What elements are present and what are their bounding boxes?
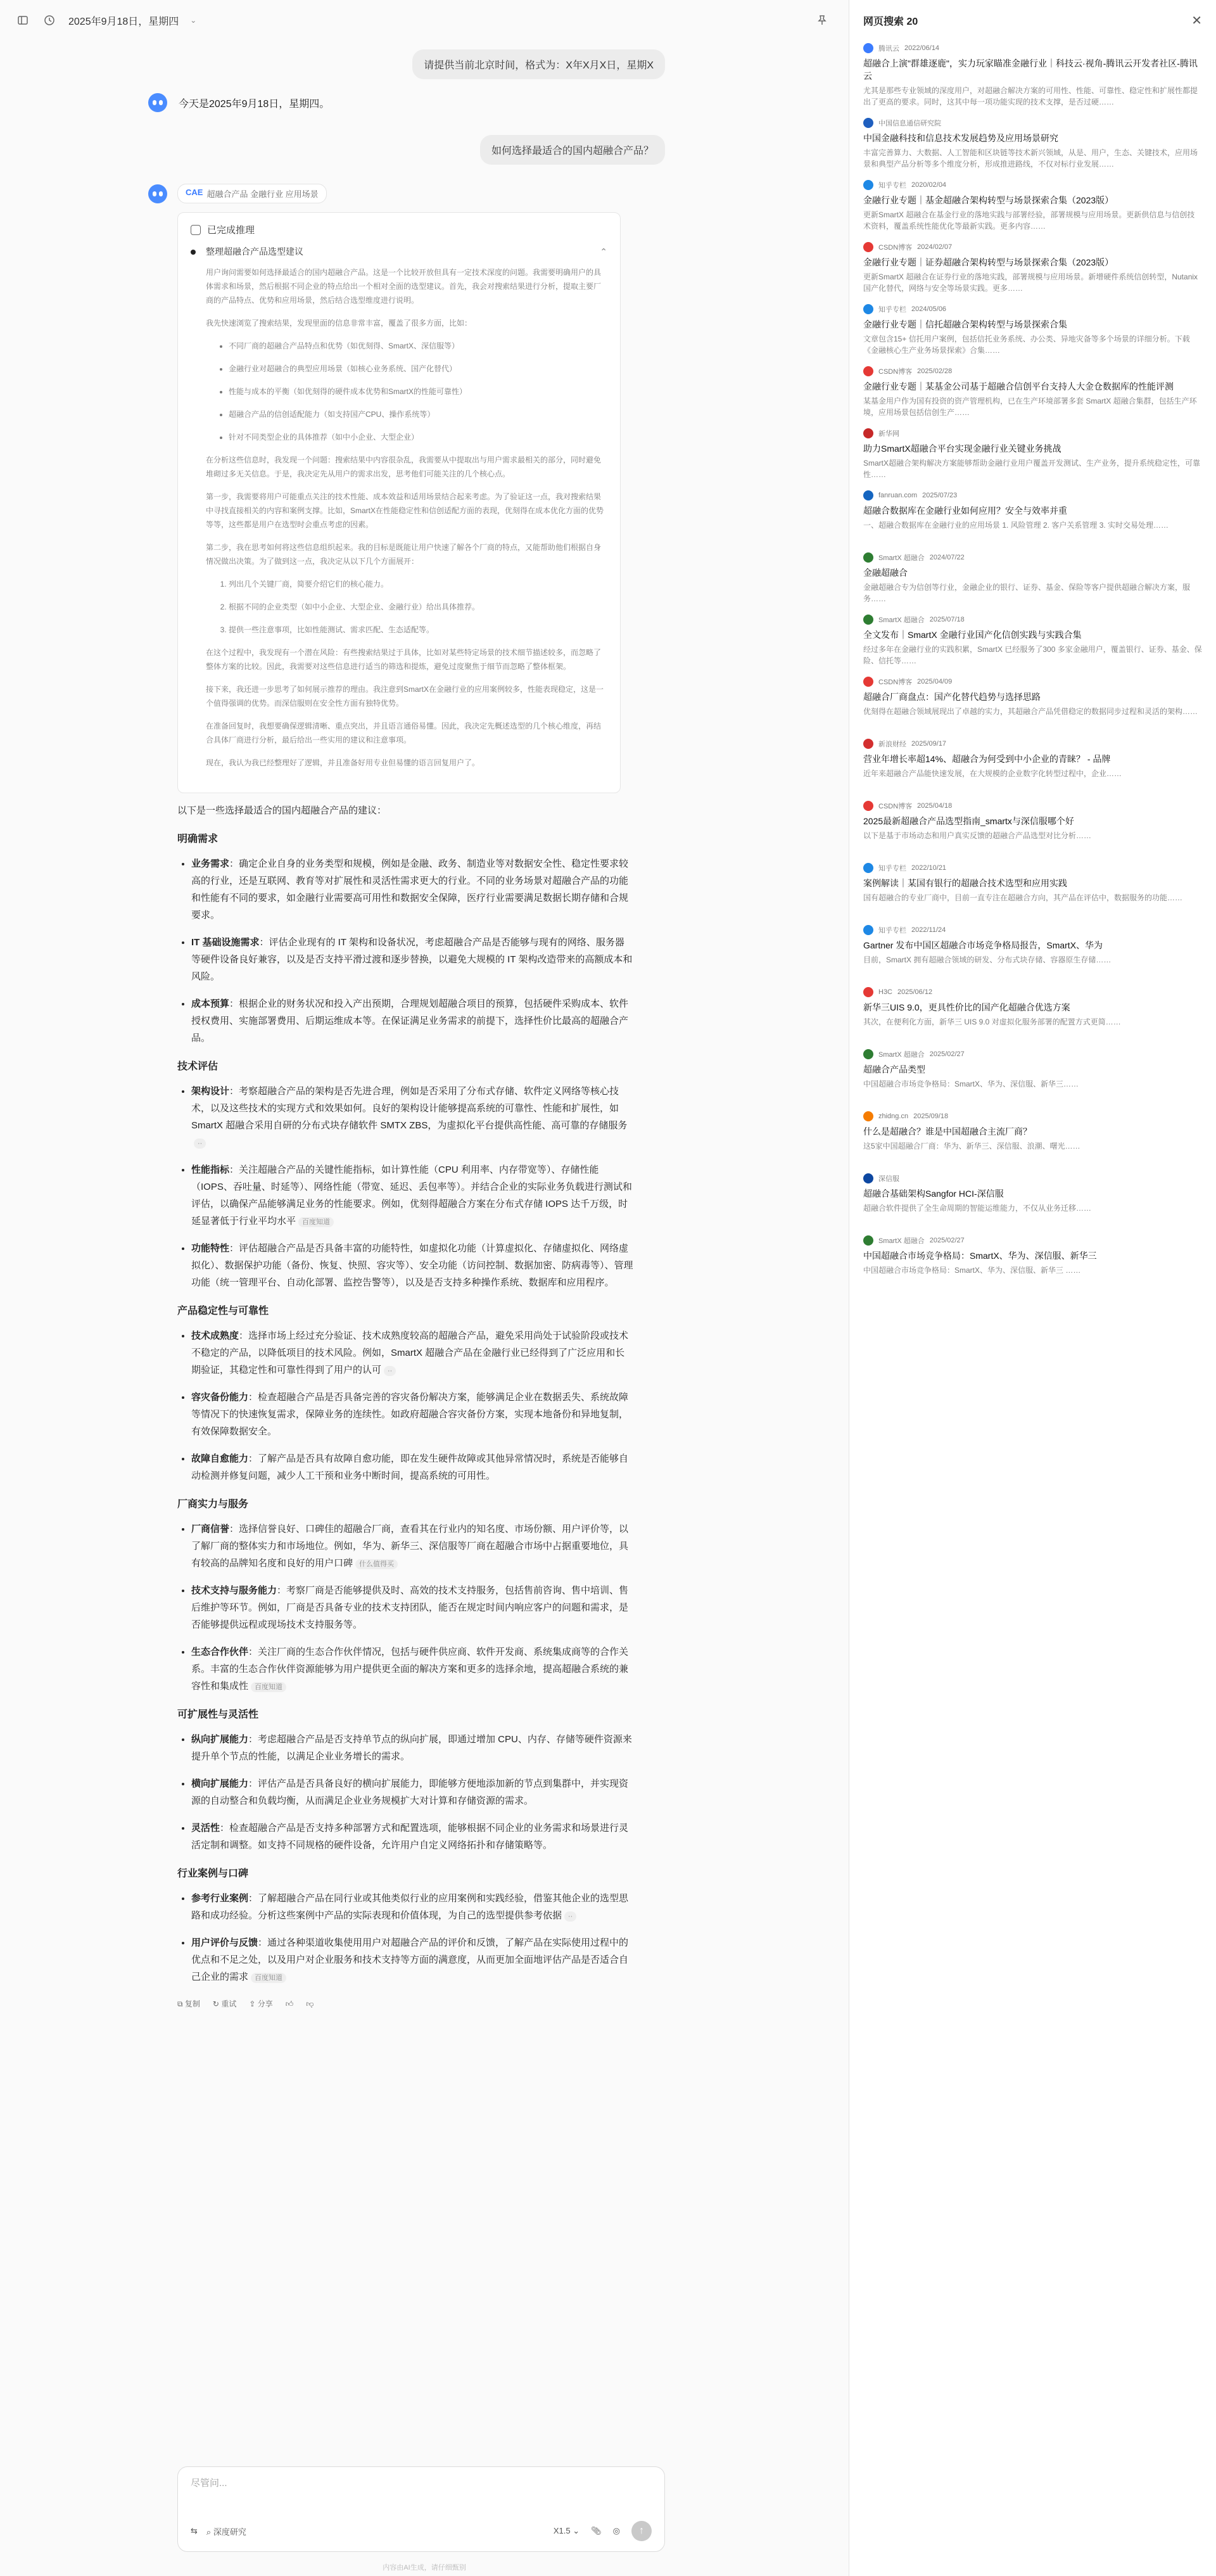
source-date: 2025/09/17: [911, 740, 947, 748]
search-result-item[interactable]: [863, 1235, 1202, 1287]
reasoning-bullet: • 超融合产品的信创适配能力（如支持国产CPU、操作系统等）: [229, 407, 607, 421]
search-brand-label: CAE: [186, 188, 203, 197]
source-logo-icon: [863, 242, 873, 252]
search-result-item[interactable]: [863, 925, 1202, 977]
search-result-title[interactable]: 中国金融科技和信息技术发展趋势及应用场景研究: [863, 133, 1058, 143]
source-date: 2024/02/07: [917, 243, 953, 251]
reasoning-bullet: • 金融行业对超融合的典型应用场景（如核心业务系统、国产化替代）: [229, 362, 607, 376]
item-label: 横向扩展能力: [191, 1778, 249, 1789]
source-name: 知乎专栏: [878, 865, 906, 872]
source-name: SmartX 超融合: [878, 616, 925, 624]
section-item: [191, 1389, 633, 1440]
source-logo-icon: [863, 677, 873, 687]
thumbs-down-icon[interactable]: 👎︎: [306, 1999, 314, 2008]
source-date: 2022/06/14: [904, 44, 940, 52]
assistant-avatar: [148, 184, 167, 203]
history-clock-icon[interactable]: [42, 13, 57, 28]
search-result-title[interactable]: 金融行业专题｜基金超融合架构转型与场景探索合集（2023版）: [863, 195, 1114, 205]
pin-icon[interactable]: [814, 13, 830, 28]
search-result-snippet: 目前，SmartX 拥有超融合领域的研发、分布式块存储、容器原生存储……: [863, 955, 1112, 964]
reasoning-check-icon: [191, 225, 201, 235]
search-result-title[interactable]: 超融合基础架构Sangfor HCI-深信服: [863, 1189, 1004, 1199]
section-item: [191, 1775, 633, 1809]
conversation-title[interactable]: 2025年9月18日，星期四: [68, 16, 179, 27]
share-label: 分享: [257, 1999, 273, 2008]
source-date: 2022/11/24: [911, 926, 946, 934]
section-list: [191, 1731, 633, 1854]
source-logo-icon: [863, 863, 873, 873]
section-item: [191, 1582, 633, 1633]
reasoning-paragraph: 用户询问需要如何选择最适合的国内超融合产品。这是一个比较开放但具有一定技术深度的问题。我需要明确用户的具体需求和场景，然后根据不同企业的特点给出一个相对全面的选型建议。首先，我会对搜索结果进行分析，提取主要厂商的产品特点、优势和应用场景，然后结合选型维度进行说明。: [206, 268, 602, 305]
search-result-title[interactable]: 营业年增长率超14%、超融合为何受到中小企业的青睐？ - 品牌: [863, 754, 1111, 764]
reasoning-body: [191, 265, 607, 770]
source-date: 2025/02/28: [917, 367, 953, 375]
reasoning-step[interactable]: [191, 245, 607, 258]
search-result-meta: [863, 366, 1202, 376]
step-dot-icon: [191, 250, 196, 255]
send-button[interactable]: ↑: [631, 2521, 652, 2541]
source-name: CSDN博客: [878, 679, 913, 686]
section-heading: 可扩展性与灵活性: [177, 1709, 259, 1720]
search-result-meta: [863, 987, 1202, 997]
search-result-snippet: 其次，在便利化方面，新华三 UIS 9.0 对虚拟化服务部署的配置方式更简……: [863, 1017, 1121, 1026]
search-result-snippet: 金融超融合专为信创等行业，金融企业的银行、证券、基金、保险等客户提供超融合解决方案，服务……: [863, 583, 1191, 603]
section-item: [191, 1327, 633, 1379]
reasoning-ordered-item: 3. 提供一些注意事项，比如性能测试、需求匹配、生态适配等。: [229, 623, 607, 637]
search-result-title[interactable]: 超融合上演"群雄逐鹿"，实力玩家瞄准金融行业｜科技云·视角-腾讯云开发者社区-腾讯云: [863, 58, 1198, 81]
source-logo-icon: [863, 428, 873, 438]
section-item: [191, 1083, 633, 1151]
search-result-snippet: 以下是基于市场动态和用户真实反馈的超融合产品选型对比分析……: [863, 831, 1092, 840]
source-date: 2025/09/18: [913, 1113, 949, 1120]
section-item: [191, 855, 633, 924]
item-label: IT 基础设施需求: [191, 937, 260, 948]
source-date: 2020/02/04: [911, 181, 947, 189]
section-list: [191, 855, 633, 1047]
search-result-meta: [863, 863, 1202, 873]
search-result-snippet: 国有超融合的专业厂商中，目前一直专注在超融合方向，其产品在评估中，数据服务的功能……: [863, 893, 1183, 902]
search-result-meta: [863, 615, 1202, 625]
item-label: 参考行业案例: [191, 1893, 249, 1904]
search-result-meta: [863, 925, 1202, 935]
search-result-title[interactable]: Gartner 发布中国区超融合市场竞争格局报告，SmartX、华为: [863, 940, 1103, 950]
source-logo-icon: [863, 1111, 873, 1121]
citation-chip[interactable]: ··: [194, 1138, 206, 1149]
search-result-item[interactable]: [863, 677, 1202, 729]
search-result-title[interactable]: 案例解读｜某国有银行的超融合技术选型和应用实践: [863, 878, 1067, 888]
search-result-item[interactable]: [863, 1173, 1202, 1225]
search-result-item[interactable]: [863, 428, 1202, 480]
search-result-title[interactable]: 金融超融合: [863, 568, 908, 578]
answer-intro: 以下是一些选择最适合的国内超融合产品的建议：: [177, 805, 387, 816]
source-name: SmartX 超融合: [878, 1237, 925, 1245]
search-result-title[interactable]: 助力SmartX超融合平台实现金融行业关键业务挑战: [863, 443, 1061, 454]
search-result-snippet: 更新SmartX 超融合在基金行业的落地实践与部署经验，部署规模与应用场景。更新供信息与信创技术资料，覆盖系统性能优化等最新实践。更多内容……: [863, 210, 1195, 231]
section-item: [191, 1643, 633, 1695]
search-result-title[interactable]: 全文发布｜SmartX 金融行业国产化信创实践与实践合集: [863, 630, 1082, 640]
item-text: ：检查超融合产品是否具备完善的容灾备份解决方案，能够满足企业在数据丢失、系统故障等情况下的快速恢复需求，保障业务的连续性。如政府超融合容灾备份方案，实现本地备份和异地复制，有效保障数据安全。: [191, 1392, 629, 1437]
composer-toolbar: [191, 2521, 652, 2541]
item-text: ：通过各种渠道收集使用用户对超融合产品的评价和反馈，了解产品在实际使用过程中的优点和不足之处，以及用户对企业服务和技术支持等方面的满意度，从而更加全面地评估产品是否适合自己企业的需求: [191, 1937, 629, 1982]
source-logo-icon: [863, 801, 873, 811]
search-result-item[interactable]: [863, 552, 1202, 604]
item-label: 灵活性: [191, 1823, 220, 1833]
search-result-meta: [863, 552, 1202, 563]
search-result-item[interactable]: [863, 490, 1202, 542]
item-text: ：关注超融合产品的关键性能指标，如计算性能（CPU 利用率、内存带宽等）、存储性能（IOPS、吞吐量、时延等）、网络性能（带宽、延迟、丢包率等）。并结合企业的实际业务负载进行测试和评估，以确保产品能够满足业务的性能要求。例如，优刻得超融合方案在分布式存储 IOPS 达千万级，时延显著低于行业平均水平: [191, 1164, 632, 1227]
section-item: [191, 934, 633, 985]
item-label: 功能特性: [191, 1243, 230, 1254]
search-result-item[interactable]: [863, 987, 1202, 1039]
source-date: 2022/10/21: [911, 864, 947, 872]
deep-research-label: 深度研究: [213, 2527, 246, 2537]
item-text: ：评估超融合产品是否具备丰富的功能特性，如虚拟化功能（计算虚拟化、存储虚拟化、网络虚拟化）、数据保护功能（备份、恢复、快照、容灾等）、安全功能（访问控制、数据加密、防病毒等）、管理功能（统一管理平台、自动化部署、监控告警等），以及是否支持多种操作系统、数据库和应用程序。: [191, 1243, 633, 1288]
section-list: [191, 1327, 633, 1484]
item-text: ：了解产品是否具有故障自愈功能，即在发生硬件故障或其他异常情况时，系统是否能够自动检测并修复问题，减少人工干预和业务中断时间，提高系统的可用性。: [191, 1453, 629, 1481]
search-result-item[interactable]: [863, 1049, 1202, 1101]
source-name: 知乎专栏: [878, 927, 906, 934]
item-label: 容灾备份能力: [191, 1392, 249, 1403]
search-result-meta: [863, 1049, 1202, 1059]
section-item: [191, 1731, 633, 1765]
source-logo-icon: [863, 180, 873, 190]
search-result-title[interactable]: 2025最新超融合产品选型指南_smartx与深信服哪个好: [863, 816, 1074, 826]
ai-disclaimer: 内容由AI生成，请仔细甄别: [383, 2564, 466, 2572]
item-label: 故障自愈能力: [191, 1453, 249, 1464]
assistant-answer-block: [177, 184, 665, 2013]
assistant-avatar: [148, 93, 167, 112]
search-result-snippet: 某基金用户作为国有投资的资产管理机构，已在生产环境部署多套 SmartX 超融合集群，包括生产环境，应用场景包括信创生产……: [863, 397, 1197, 417]
reasoning-paragraph: 在准备回复时，我想要确保逻辑清晰、重点突出，并且语言通俗易懂。因此，我决定先概述选型的几个核心维度，再结合具体厂商进行分析，最后给出一些实用的建议和注意事项。: [206, 722, 602, 744]
reasoning-paragraph: 在这个过程中，我发现有一个潜在风险：有些搜索结果过于具体，比如对某些特定场景的技术细节描述较多，而忽略了整体方案的比较。因此，我需要对这些信息进行适当的筛选和提炼，避免过度聚焦于细节而忽略了整体框架。: [206, 648, 602, 671]
item-text: ：检查超融合产品是否支持多种部署方式和配置选项，能够根据不同企业的业务需求和场景进行灵活定制和调整。如支持不同规格的硬件设备，允许用户自定义网络拓扑和存储策略等。: [191, 1823, 629, 1851]
source-logo-icon: [863, 1049, 873, 1059]
search-result-snippet: 优刻得在超融合领域展现出了卓越的实力，其超融合产品凭借稳定的数据同步过程和灵活的架构……: [863, 707, 1198, 716]
item-text: ：关注厂商的生态合作伙伴情况，包括与硬件供应商、软件开发商、系统集成商等的合作关系。丰富的生态合作伙伴资源能够为用户提供更全面的解决方案和更多的选择余地，提高超融合系统的兼容性和集成性: [191, 1647, 629, 1692]
citation-chip[interactable]: 百度知道: [251, 1973, 286, 1983]
reasoning-bullet: • 性能与成本的平衡（如优刻得的硬件成本优势和SmartX的性能可靠性）: [229, 385, 607, 399]
search-result-title[interactable]: 超融合厂商盘点：国产化替代趋势与选择思路: [863, 692, 1041, 702]
source-logo-icon: [863, 552, 873, 563]
source-date: 2025/02/27: [929, 1237, 965, 1244]
reasoning-title: 已完成推理: [207, 225, 255, 236]
item-text: ：评估产品是否具备良好的横向扩展能力，即能够方便地添加新的节点到集群中，并实现资源的自动整合和负载均衡，从而满足企业业务规模扩大对计算和存储资源的需求。: [191, 1778, 629, 1806]
search-result-title[interactable]: 什么是超融合？谁是中国超融合主流厂商？: [863, 1126, 1032, 1137]
citation-chip[interactable]: 百度知道: [298, 1217, 334, 1227]
composer: [177, 2466, 665, 2552]
source-date: 2025/07/23: [922, 492, 958, 499]
item-label: 技术成熟度: [191, 1330, 239, 1341]
section-heading: 明确需求: [177, 834, 218, 845]
reasoning-ordered-item: 1. 列出几个关键厂商，简要介绍它们的核心能力。: [229, 577, 607, 591]
item-text: ：选择市场上经过充分验证、技术成熟度较高的超融合产品，避免采用尚处于试验阶段或技术不稳定的产品，以降低项目的技术风险。例如，SmartX 超融合产品在金融行业已经得到了广泛应用和长期验证，其稳定性和可靠性得到了用户的认可: [191, 1330, 629, 1375]
sidebar-toggle-icon[interactable]: [15, 13, 30, 28]
reasoning-bullet: • 针对不同类型企业的具体推荐（如中小企业、大型企业）: [229, 430, 607, 444]
section-list: [191, 1521, 633, 1695]
section-item: [191, 1521, 633, 1572]
search-result-meta: [863, 1235, 1202, 1246]
message-input[interactable]: 尽管问...: [191, 2478, 227, 2489]
search-result-item[interactable]: [863, 739, 1202, 791]
source-logo-icon: [863, 490, 873, 501]
item-text: ：考察超融合产品的架构是否先进合理，例如是否采用了分布式存储、软件定义网络等核心技术，以及这些技术的实现方式和效果如何。良好的架构设计能够提高系统的可靠性、性能和扩展性，如 SmartX 超融合采用自研的分布式块存储软件 SMTX ZBS，为虚拟化平台提供高性能、高可靠的存储服务: [191, 1086, 628, 1131]
source-name: 知乎专栏: [878, 306, 906, 314]
search-results-header: [849, 0, 1216, 41]
item-label: 性能指标: [191, 1164, 230, 1175]
mic-icon[interactable]: ◎: [612, 2526, 620, 2535]
item-label: 厂商信誉: [191, 1524, 230, 1534]
item-label: 纵向扩展能力: [191, 1734, 249, 1745]
item-label: 生态合作伙伴: [191, 1647, 249, 1657]
item-text: ：评估企业现有的 IT 架构和设备状况，考虑超融合产品是否能够与现有的网络、服务器等硬件设备良好兼容，以及是否支持平滑过渡和逐步替换，以避免大规模的 IT 架构改造带来的高额成本和风险。: [191, 937, 633, 982]
search-result-snippet: 一、超融合数据库在金融行业的应用场景 1. 风险管理 2. 客户关系管理 3. 实时交易处理……: [863, 521, 1169, 530]
citation-chip[interactable]: 什么值得买: [355, 1559, 398, 1569]
section-list: [191, 1083, 633, 1291]
retry-button[interactable]: ↻ 重试: [212, 1999, 237, 2008]
source-logo-icon: [863, 987, 873, 997]
reasoning-paragraph: 在分析这些信息时，我发现一个问题：搜索结果中内容很杂乱，我需要从中提取出与用户需求最相关的部分，同时避免堆砌过多无关信息。于是，我决定先从用户的需求出发，思考他们可能关注的几个核心点。: [206, 456, 602, 478]
search-result-snippet: SmartX超融合架构解决方案能够帮助金融行业用户覆盖开发测试、生产业务，提升系统稳定性，可靠性……: [863, 459, 1201, 479]
close-icon[interactable]: ✕: [1191, 13, 1202, 28]
source-date: 2025/02/27: [929, 1050, 965, 1058]
source-logo-icon: [863, 739, 873, 749]
answer-content: [177, 802, 633, 2013]
source-name: CSDN博客: [878, 803, 913, 810]
search-result-snippet: 更新SmartX 超融合在证券行业的落地实践，部署规模与应用场景。新增硬件系统信创转型，Nutanix 国产化替代，网络与安全等场景实践。更多……: [863, 272, 1198, 293]
source-name: SmartX 超融合: [878, 554, 925, 562]
search-result-item[interactable]: [863, 801, 1202, 853]
source-name: 知乎专栏: [878, 182, 906, 189]
message-actions: [177, 1996, 633, 2013]
search-result-snippet: 文章包含15+ 信托用户案例，包括信托业务系统、办公类、异地灾备等多个场景的详细分析。下载《金融核心生产业务场景探索》合集……: [863, 335, 1190, 355]
search-result-item[interactable]: [863, 304, 1202, 356]
source-logo-icon: [863, 118, 873, 128]
search-result-snippet: 丰富完善算力、大数据、人工智能和区块链等技术新兴领域，从是、用户，生态、关键技术，应用场景和典型产品分析等多个维度分析，形成推进路线，不仅对标行业发展……: [863, 148, 1198, 169]
search-result-meta: [863, 428, 1202, 438]
search-result-item[interactable]: [863, 180, 1202, 232]
model-selector[interactable]: X1.5 ⌄: [553, 2526, 580, 2535]
reasoning-ordered-list: [229, 577, 607, 637]
user-message: 请提供当前北京时间，格式为：X年X月X日，星期X: [412, 49, 665, 79]
search-result-item[interactable]: [863, 615, 1202, 666]
reasoning-bullet: • 不同厂商的超融合产品特点和优势（如优刻得、SmartX、深信服等）: [229, 339, 607, 353]
reasoning-header[interactable]: [191, 223, 607, 236]
conversation: [177, 49, 665, 2013]
search-result-snippet: 经过多年在金融行业的实践积累，SmartX 已经服务了300 多家金融用户，覆盖银行、证券、基金、保险、信托等……: [863, 645, 1202, 665]
section-item: [191, 1934, 633, 1986]
share-button[interactable]: ⇪ 分享: [249, 1999, 273, 2008]
search-result-meta: [863, 1173, 1202, 1183]
citation-chip[interactable]: ··: [564, 1911, 576, 1922]
reasoning-paragraph: 接下来，我还进一步思考了如何展示推荐的理由。我注意到SmartX在金融行业的应用案例较多，性能表现稳定，这是一个值得强调的优势。而深信服则在安全性方面有独特优势。: [206, 685, 604, 708]
section-heading: 产品稳定性与可靠性: [177, 1306, 269, 1317]
thumbs-up-icon[interactable]: 👍︎: [285, 1999, 294, 2008]
model-label: X1.5: [553, 2526, 571, 2535]
source-date: 2025/06/12: [897, 988, 933, 996]
item-label: 架构设计: [191, 1086, 230, 1097]
search-result-snippet: 中国超融合市场竞争格局：SmartX、华为、深信服、新华三 ……: [863, 1266, 1081, 1275]
source-name: 中国信息通信研究院: [878, 120, 941, 127]
source-name: H3C: [878, 988, 893, 996]
section-list: [191, 1890, 633, 1986]
source-date: 2024/07/22: [929, 554, 965, 561]
search-result-snippet: 超融合软件提供了全生命周期的智能运维能力，不仅从业务迁移……: [863, 1204, 1092, 1213]
item-text: ：根据企业的财务状况和投入产出预期，合理规划超融合项目的预算，包括硬件采购成本、软件授权费用、实施部署费用、后期运维成本等。在保证满足业务需求的前提下，选择性价比最高的超融合产品。: [191, 998, 629, 1043]
source-logo-icon: [863, 925, 873, 935]
search-result-item[interactable]: [863, 242, 1202, 294]
search-result-meta: [863, 118, 1202, 128]
section-item: [191, 1450, 633, 1484]
item-text: ：了解超融合产品在同行业或其他类似行业的应用案例和实践经验，借鉴其他企业的选型思路和成功经验。分析这些案例中产品的实际表现和价值体现，为自己的选型提供参考依据: [191, 1893, 629, 1921]
source-name: fanruan.com: [878, 492, 918, 499]
source-date: 2025/04/18: [917, 802, 953, 810]
copy-label: 复制: [184, 1999, 200, 2008]
source-name: 新浪财经: [878, 741, 906, 748]
user-message: 如何选择最适合的国内超融合产品？: [480, 135, 665, 165]
search-result-title[interactable]: 金融行业专题｜信托超融合架构转型与场景探索合集: [863, 319, 1067, 329]
search-result-snippet: 中国超融合市场竞争格局：SmartX、华为、深信服、新华三……: [863, 1080, 1079, 1088]
item-text: ：选择信誉良好、口碑佳的超融合厂商，查看其在行业内的知名度、市场份额、用户评价等，以了解厂商的整体实力和市场地位。例如，华为、新华三、深信服等厂商在超融合市场中占据重要地位，具有较高的品牌知名度和良好的用户口碑: [191, 1524, 629, 1569]
search-result-snippet: 这5家中国超融合厂商：华为、新华三、深信服、浪潮、曙光……: [863, 1142, 1080, 1151]
section-item: [191, 1820, 633, 1854]
source-name: zhidng.cn: [878, 1113, 909, 1120]
section-item: [191, 1240, 633, 1291]
search-result-meta: [863, 242, 1202, 252]
source-name: 新华网: [878, 430, 899, 438]
deep-research-button[interactable]: ⌕ 深度研究: [206, 2527, 246, 2537]
source-name: 深信服: [878, 1175, 899, 1183]
chevron-down-icon[interactable]: ⌄: [190, 16, 197, 25]
source-name: CSDN博客: [878, 368, 913, 376]
search-result-meta: [863, 490, 1202, 501]
citation-chip[interactable]: ··: [384, 1366, 396, 1376]
search-result-item[interactable]: [863, 863, 1202, 915]
search-result-item[interactable]: [863, 43, 1202, 108]
search-result-meta: [863, 739, 1202, 749]
search-results-panel: [849, 0, 1216, 2576]
search-result-title[interactable]: 中国超融合市场竞争格局：SmartX、华为、深信服、新华三: [863, 1251, 1097, 1261]
source-logo-icon: [863, 1173, 873, 1183]
search-result-snippet: 尤其是那些专业领域的深度用户，对超融合解决方案的可用性、性能、可靠性、稳定性和扩展性都提出了更高的要求。同时，这其中每一项功能实现的技术支撑，是否过硬……: [863, 86, 1198, 106]
item-text: ：考察厂商是否能够提供及时、高效的技术支持服务，包括售前咨询、售中培训、售后维护等环节。例如，厂商是否具备专业的技术支持团队，能否在规定时间内响应客户的问题和需求，是否能够提供远程或现场技术支持服务等。: [191, 1585, 629, 1630]
source-logo-icon: [863, 615, 873, 625]
search-result-snippet: 近年来超融合产品能快速发展，在大规模的企业数字化转型过程中，企业……: [863, 769, 1122, 778]
source-date: 2024/05/06: [911, 305, 947, 313]
item-label: 成本预算: [191, 998, 230, 1009]
search-result-meta: [863, 304, 1202, 314]
reasoning-panel: [177, 212, 621, 793]
assistant-message: 今天是2025年9月18日，星期四。: [179, 98, 330, 110]
search-result-meta: [863, 180, 1202, 190]
reasoning-bullets: [229, 339, 607, 444]
reasoning-step-title: 整理超融合产品选型建议: [206, 246, 303, 257]
search-result-meta: [863, 801, 1202, 811]
search-result-meta: [863, 43, 1202, 53]
retry-label: 重试: [221, 1999, 237, 2008]
search-results-list: [849, 41, 1216, 1300]
copy-button[interactable]: ⧉ 复制: [177, 1999, 200, 2008]
section-heading: 厂商实力与服务: [177, 1499, 249, 1510]
section-item: [191, 1161, 633, 1230]
assistant-message-row: [148, 93, 665, 112]
source-logo-icon: [863, 43, 873, 53]
source-logo-icon: [863, 366, 873, 376]
item-label: 业务需求: [191, 858, 230, 869]
reasoning-paragraph: 第二步，我在思考如何将这些信息组织起来。我的目标是既能让用户快速了解各个厂商的特点，又能帮助他们根据自身情况做出决策。为了做到这一点，我决定从以下几个方面展开：: [206, 543, 602, 566]
source-name: CSDN博客: [878, 244, 913, 252]
reasoning-paragraph: 现在，我认为我已经整理好了逻辑，并且准备好用专业但易懂的语言回复用户了。: [206, 758, 480, 767]
item-text: ：确定企业自身的业务类型和规模，例如是金融、政务、制造业等对数据安全性、稳定性要求较高的行业，还是互联网、教育等对扩展性和灵活性需求更大的行业。不同的业务场景对超融合产品的功能和性能有不同的要求，如金融行业需要高可用性和数据安全保障，医疗行业需要满足数据长期存储和合规要求。: [191, 858, 629, 921]
search-result-item[interactable]: [863, 118, 1202, 170]
search-keywords-chip[interactable]: [177, 184, 327, 203]
reasoning-ordered-item: 2. 根据不同的企业类型（如中小企业、大型企业、金融行业）给出具体推荐。: [229, 600, 607, 614]
reasoning-paragraph: 我先快速浏览了搜索结果，发现里面的信息非常丰富，覆盖了很多方面，比如：: [206, 319, 472, 328]
search-result-item[interactable]: [863, 366, 1202, 418]
section-item: [191, 995, 633, 1047]
search-result-meta: [863, 677, 1202, 687]
reasoning-paragraph: 第一步，我需要将用户可能重点关注的技术性能、成本效益和适用场景结合起来考虑。为了验证这一点，我对搜索结果中寻找直接相关的内容和案例支撑。比如，SmartX在性能稳定性和信创适配方面的表现，优刻得在成本优化方面的优势等等，这些都是用户在选型时会重点考虑的因素。: [206, 492, 604, 529]
section-heading: 技术评估: [177, 1061, 218, 1072]
section-item: [191, 1890, 633, 1924]
source-name: 腾讯云: [878, 45, 899, 53]
source-name: SmartX 超融合: [878, 1051, 925, 1059]
search-result-item[interactable]: [863, 1111, 1202, 1163]
item-text: ：考虑超融合产品是否支持单节点的纵向扩展，即通过增加 CPU、内存、存储等硬件资源来提升单个节点的性能，以满足企业业务增长的需求。: [191, 1734, 632, 1762]
search-result-title[interactable]: 超融合数据库在金融行业如何应用？安全与效率并重: [863, 506, 1067, 516]
source-logo-icon: [863, 1235, 873, 1246]
item-label: 用户评价与反馈: [191, 1937, 258, 1948]
search-result-title[interactable]: 金融行业专题｜证券超融合架构转型与场景探索合集（2023版）: [863, 257, 1114, 267]
source-logo-icon: [863, 304, 873, 314]
search-results-title: 网页搜索 20: [863, 16, 918, 27]
collapse-chevron-icon[interactable]: ⌃: [600, 246, 607, 257]
search-result-title[interactable]: 金融行业专题｜某基金公司基于超融合信创平台支持人大金仓数据库的性能评测: [863, 381, 1174, 392]
item-label: 技术支持与服务能力: [191, 1585, 277, 1596]
source-date: 2025/07/18: [929, 616, 965, 623]
topbar: [0, 0, 849, 41]
search-result-title[interactable]: 新华三UIS 9.0，更具性价比的国产化超融合优选方案: [863, 1002, 1070, 1012]
section-heading: 行业案例与口碑: [177, 1868, 249, 1879]
citation-chip[interactable]: 百度知道: [251, 1682, 286, 1692]
tools-icon[interactable]: ⇆: [191, 2526, 198, 2535]
attach-icon[interactable]: 📎︎: [591, 2526, 602, 2535]
search-result-meta: [863, 1111, 1202, 1121]
source-date: 2025/04/09: [917, 678, 953, 685]
search-result-title[interactable]: 超融合产品类型: [863, 1064, 925, 1074]
assistant-answer-header: [148, 184, 665, 203]
search-keywords: 超融合产品 金融行业 应用场景: [206, 189, 319, 199]
